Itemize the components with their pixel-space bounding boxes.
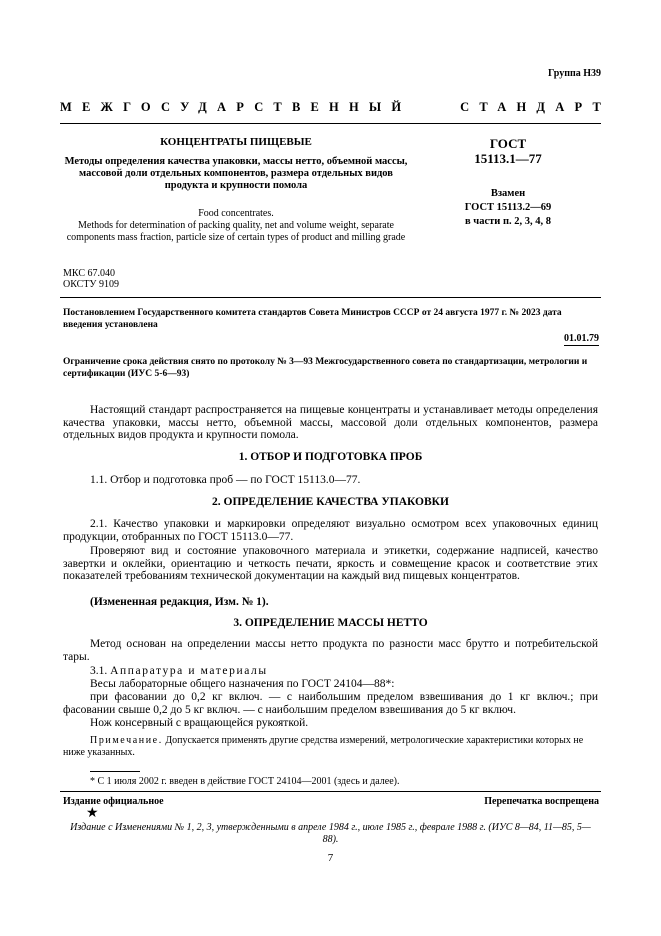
footnote-divider: [90, 771, 140, 772]
section-3-intro: Метод основан на определении массы нетто продукта по разности масс брутто и потребительской тары.: [63, 638, 598, 663]
gost-number: 15113.1—77: [474, 151, 542, 166]
banner-word-interstate: МЕЖГОСУДАРСТВЕННЫЙ: [60, 100, 412, 114]
official-edition: Издание официальное: [63, 796, 164, 807]
section-3-heading: 3. ОПРЕДЕЛЕНИЕ МАССЫ НЕТТО: [233, 617, 428, 629]
top-divider: [60, 123, 601, 124]
gost-label: ГОСТ: [489, 136, 527, 151]
edition-info: Издание с Изменениями № 1, 2, 3, утвержденными в апреле 1984 г., июле 1985 г., феврале 1988 г. (ИУС 8—84, 11—85, 5—88).: [70, 822, 591, 845]
mks-code: МКС 67.040: [63, 268, 115, 279]
footnote: * С 1 июля 2002 г. введен в действие ГОСТ 24104—2001 (здесь и далее).: [90, 776, 400, 787]
replace-part: в части п. 2, 3, 4, 8: [464, 216, 551, 227]
effective-date: 01.01.79: [564, 333, 599, 344]
intro-paragraph: Настоящий стандарт распространяется на пищевые концентраты и устанавливает методы определения качества упаковки, массы нетто, объемной массы, массовой доли отдельных компонентов, размера отдельных видов продукта и крупности помола.: [63, 404, 598, 441]
replace-label: Взамен: [490, 188, 526, 199]
document-title: КОНЦЕНТРАТЫ ПИЩЕВЫЕ: [160, 136, 312, 148]
document-subtitle-en: [60, 208, 412, 244]
replace-gost: ГОСТ 15113.2—69: [464, 202, 552, 213]
clause-1-1: 1.1. Отбор и подготовка проб — по ГОСТ 15113.0—77.: [90, 474, 361, 486]
clause-2-2: Проверяют вид и состояние упаковочного материала и этикетки, содержание надписей, качество завертки и оклейки, ориентацию и четкость печати, яркость и совмещение красок и соответствие этих показателей требованиям технической документации на каждый вид пищевых концентратов.: [63, 545, 598, 582]
reprint-notice: Перепечатка воспрещена: [484, 796, 599, 807]
subtitle-en: Methods for determination of packing quality, net and volume weight, separate components mass fraction, particle size of certain types of product and milling grade: [66, 220, 406, 243]
star-icon: ★: [86, 806, 99, 821]
note-paragraph: [63, 735, 598, 759]
clause-3-1-title: Аппаратура и материалы: [110, 665, 268, 677]
decree-text: Постановлением Государственного комитета стандартов Совета Министров СССР от 24 августа 1977 г. № 2023 дата введения установлена: [63, 308, 562, 330]
clause-3-1-heading: [63, 665, 598, 678]
page-number: 7: [327, 852, 334, 864]
amendment-note: (Измененная редакция, Изм. № 1).: [90, 596, 269, 608]
section-2-heading: 2. ОПРЕДЕЛЕНИЕ КАЧЕСТВА УПАКОВКИ: [212, 496, 449, 508]
standard-banner: [60, 100, 611, 115]
note-label: Примечание.: [90, 735, 163, 746]
packing-text: при фасовании до 0,2 кг включ. — с наибольшим пределом взвешивания до 1 кг включ.; при фасовании свыше 0,2 до 5 кг включ. — с наибольшим пределом взвешивания до 5 кг включ.: [63, 691, 598, 716]
limit-text: Ограничение срока действия снято по протоколу № 3—93 Межгосударственного совета по стандартизации, метрологии и сертификации (ИУС 5-6—93): [63, 357, 588, 379]
middle-divider: [60, 297, 601, 298]
scales-text: Весы лабораторные общего назначения по ГОСТ 24104—88*:: [90, 678, 395, 690]
clause-2-1: 2.1. Качество упаковки и маркировки определяют визуально осмотром всех упаковочных единиц продукции, отобранных по ГОСТ 15113.0—77.: [63, 518, 598, 543]
title-en: Food concentrates.: [198, 208, 274, 219]
knife-text: Нож консервный с вращающейся рукояткой.: [90, 717, 309, 729]
okstu-code: ОКСТУ 9109: [63, 279, 120, 290]
note-text: Допускается применять другие средства измерений, метрологические характеристики которых не ниже указанных.: [63, 735, 584, 758]
group-label: Группа Н39: [548, 68, 601, 79]
banner-word-standard: СТАНДАРТ: [460, 100, 611, 114]
clause-3-1-number: 3.1.: [90, 665, 108, 677]
document-subtitle-ru: Методы определения качества упаковки, массы нетто, объемной массы, массовой доли отдельных компонентов, размера отдельных видов продукта и крупности помола: [64, 156, 408, 191]
section-1-heading: 1. ОТБОР И ПОДГОТОВКА ПРОБ: [238, 451, 423, 463]
bottom-divider: [60, 791, 601, 792]
